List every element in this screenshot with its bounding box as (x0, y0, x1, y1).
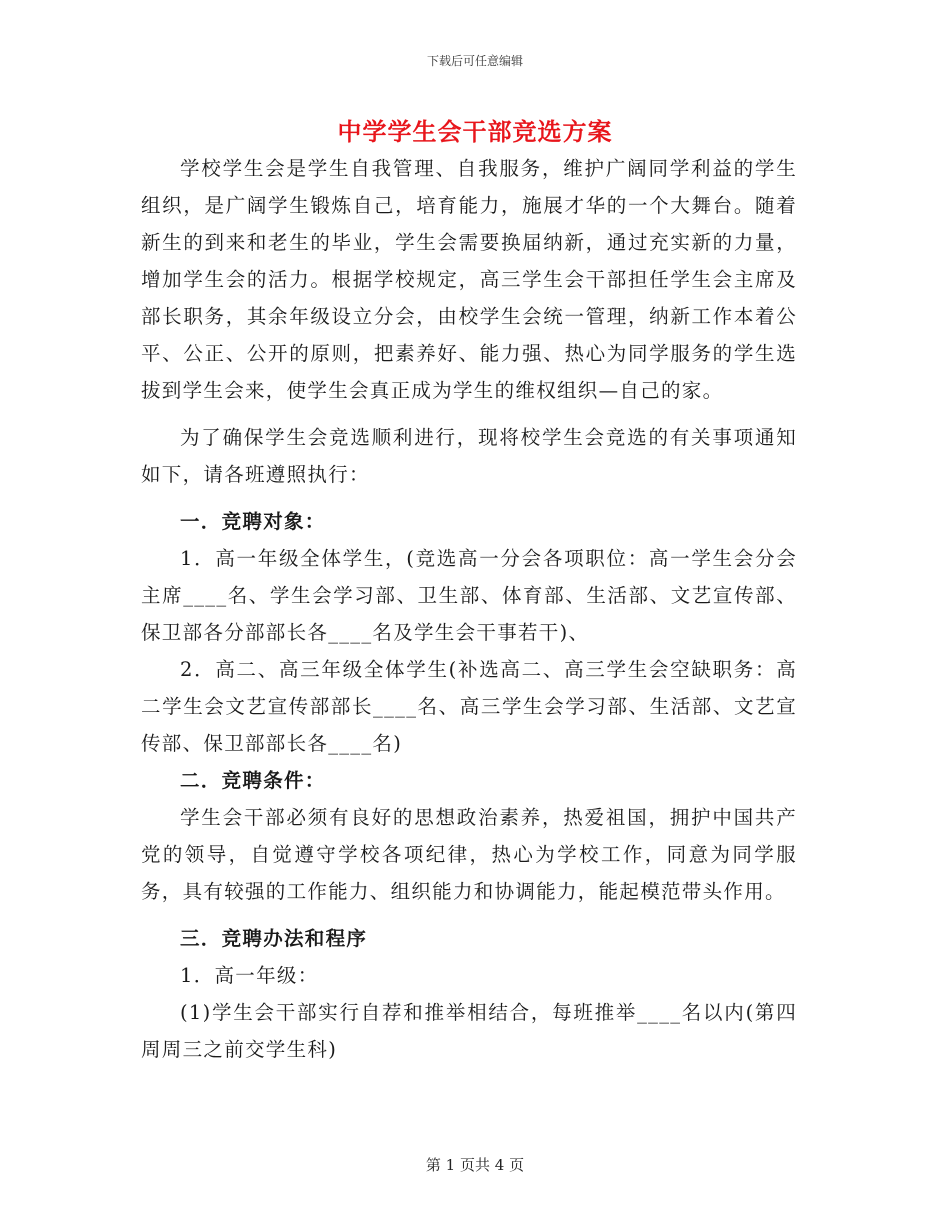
section-1-heading: 一．竞聘对象： (180, 510, 326, 533)
page-header: 下载后可任意编辑 (426, 54, 523, 68)
section-2-heading: 二．竞聘条件： (180, 769, 326, 792)
section-1-item-2: 2．高二、高三年级全体学生(补选高二、高三学生会空缺职务：高二学生会文艺宣传部部长____名、高三学生会学习部、生活部、文艺宣传部、保卫部部长各____名) (141, 658, 797, 755)
notice-paragraph: 为了确保学生会竞选顺利进行，现将校学生会竞选的有关事项通知如下，请各班遵照执行： (141, 426, 797, 486)
section-1-item-1: 1．高一年级全体学生，(竞选高一分会各项职位：高一学生会分会主席____名、学生会学习部、卫生部、体育部、生活部、文艺宣传部、保卫部各分部部长各____名及学生会干事若干)、 (141, 547, 797, 644)
page-footer: 第 1 页共 4 页 (425, 1156, 525, 1174)
section-3-item-1: 1．高一年级： (180, 964, 319, 987)
document-body (141, 150, 797, 1068)
intro-paragraph: 学校学生会是学生自我管理、自我服务，维护广阔同学利益的学生组织，是广阔学生锻炼自己，培育能力，施展才华的一个大舞台。随着新生的到来和老生的毕业，学生会需要换届纳新，通过充实新的力量，增加学生会的活力。根据学校规定，高三学生会干部担任学生会主席及部长职务，其余年级设立分会，由校学生会统一管理，纳新工作本着公平、公正、公开的原则，把素养好、能力强、热心为同学服务的学生选拔到学生会来，使学生会真正成为学生的维权组织—自己的家。 (141, 157, 797, 402)
section-3-sub-item-1: (1)学生会干部实行自荐和推举相结合，每班推举____名以内(第四周周三之前交学生科) (141, 1001, 797, 1061)
document-title: 中学学生会干部竞选方案 (337, 117, 613, 146)
section-3-heading: 三．竞聘办法和程序 (180, 927, 368, 950)
section-2-text: 学生会干部必须有良好的思想政治素养，热爱祖国，拥护中国共产党的领导，自觉遵守学校各项纪律，热心为学校工作，同意为同学服务，具有较强的工作能力、组织能力和协调能力，能起模范带头作用。 (141, 806, 797, 903)
